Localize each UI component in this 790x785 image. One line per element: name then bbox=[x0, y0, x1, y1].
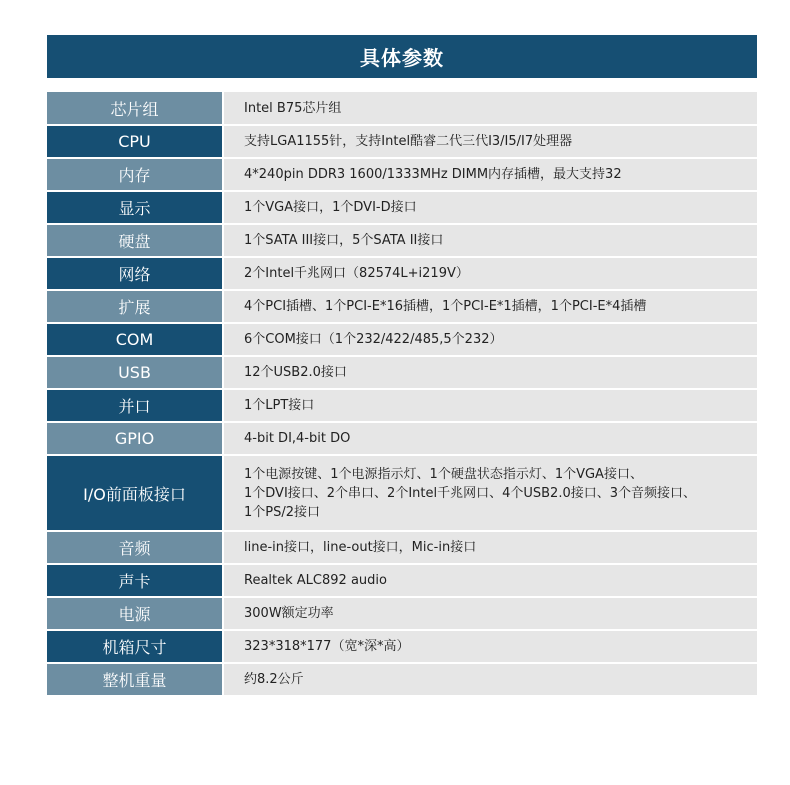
spec-value-line: 1个电源按键、1个电源指示灯、1个硬盘状态指示灯、1个VGA接口、 bbox=[244, 466, 643, 482]
spec-row bbox=[47, 455, 757, 531]
spec-row bbox=[47, 356, 757, 389]
spec-value bbox=[223, 125, 757, 158]
spec-label: 网络 bbox=[47, 257, 223, 290]
spec-value bbox=[223, 257, 757, 290]
spec-label: 硬盘 bbox=[47, 224, 223, 257]
spec-value bbox=[223, 290, 757, 323]
spec-value bbox=[223, 92, 757, 125]
spec-label: 电源 bbox=[47, 597, 223, 630]
spec-row bbox=[47, 125, 757, 158]
spec-value bbox=[223, 224, 757, 257]
spec-row bbox=[47, 323, 757, 356]
spec-row bbox=[47, 422, 757, 455]
spec-row bbox=[47, 224, 757, 257]
spec-table bbox=[47, 92, 757, 697]
spec-row bbox=[47, 564, 757, 597]
spec-value-line: 1个LPT接口 bbox=[244, 398, 315, 413]
spec-value-line: 300W额定功率 bbox=[244, 606, 334, 621]
spec-value-line: 1个VGA接口，1个DVI-D接口 bbox=[244, 200, 417, 215]
spec-value bbox=[223, 597, 757, 630]
spec-value bbox=[223, 191, 757, 224]
spec-label: 扩展 bbox=[47, 290, 223, 323]
spec-value bbox=[223, 663, 757, 696]
spec-value-line: 1个DVI接口、2个串口、2个Intel千兆网口、4个USB2.0接口、3个音频接口、 bbox=[244, 485, 697, 501]
spec-value-line: 支持LGA1155针，支持Intel酷睿二代三代I3/I5/I7处理器 bbox=[244, 134, 573, 149]
spec-value bbox=[223, 323, 757, 356]
spec-value-line: 2个Intel千兆网口（82574L+i219V） bbox=[244, 266, 469, 281]
spec-row bbox=[47, 92, 757, 125]
spec-value bbox=[223, 389, 757, 422]
spec-label: 机箱尺寸 bbox=[47, 630, 223, 663]
spec-label: CPU bbox=[47, 125, 223, 158]
spec-value-line: Realtek ALC892 audio bbox=[244, 573, 387, 588]
spec-row bbox=[47, 158, 757, 191]
spec-label: USB bbox=[47, 356, 223, 389]
spec-value bbox=[223, 564, 757, 597]
spec-label: 芯片组 bbox=[47, 92, 223, 125]
spec-value-line: 4*240pin DDR3 1600/1333MHz DIMM内存插槽，最大支持32 bbox=[244, 167, 622, 182]
spec-value-line: line-in接口，line-out接口，Mic-in接口 bbox=[244, 540, 477, 555]
spec-label: 声卡 bbox=[47, 564, 223, 597]
spec-value bbox=[223, 630, 757, 663]
spec-value-line: 6个COM接口（1个232/422/485,5个232） bbox=[244, 332, 503, 347]
spec-value bbox=[223, 158, 757, 191]
spec-row bbox=[47, 191, 757, 224]
spec-value-line: 323*318*177（宽*深*高） bbox=[244, 639, 410, 654]
spec-label: COM bbox=[47, 323, 223, 356]
spec-value bbox=[223, 356, 757, 389]
spec-row bbox=[47, 663, 757, 696]
spec-value-line: 1个PS/2接口 bbox=[244, 504, 321, 520]
spec-value bbox=[223, 531, 757, 564]
spec-label: 内存 bbox=[47, 158, 223, 191]
spec-value-line: 1个SATA III接口，5个SATA II接口 bbox=[244, 233, 444, 248]
spec-row bbox=[47, 597, 757, 630]
spec-row bbox=[47, 257, 757, 290]
spec-value-line: 4-bit DI,4-bit DO bbox=[244, 431, 351, 446]
spec-value bbox=[223, 455, 757, 531]
spec-row bbox=[47, 389, 757, 422]
spec-label: 音频 bbox=[47, 531, 223, 564]
spec-value-line: 约8.2公斤 bbox=[244, 672, 304, 687]
page-title: 具体参数 bbox=[47, 35, 757, 78]
spec-value bbox=[223, 422, 757, 455]
spec-row bbox=[47, 290, 757, 323]
spec-label: 并口 bbox=[47, 389, 223, 422]
spec-label: I/O前面板接口 bbox=[47, 455, 223, 531]
spec-label: GPIO bbox=[47, 422, 223, 455]
spec-label: 整机重量 bbox=[47, 663, 223, 696]
spec-value-line: 4个PCI插槽、1个PCI-E*16插槽，1个PCI-E*1插槽，1个PCI-E*4插槽 bbox=[244, 299, 647, 314]
spec-value-line: Intel B75芯片组 bbox=[244, 100, 342, 116]
spec-label: 显示 bbox=[47, 191, 223, 224]
spec-row bbox=[47, 531, 757, 564]
spec-row bbox=[47, 630, 757, 663]
spec-value-line: 12个USB2.0接口 bbox=[244, 365, 347, 380]
